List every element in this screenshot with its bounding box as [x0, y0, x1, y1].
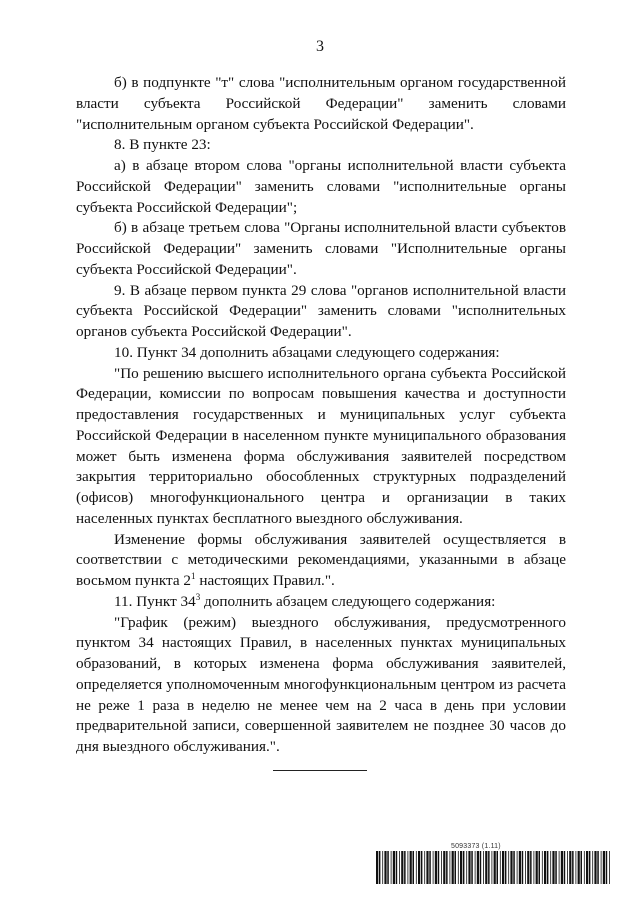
barcode-bar — [376, 851, 378, 884]
barcode-bar — [603, 851, 605, 884]
barcode-bar — [438, 851, 440, 884]
paragraph-text: настоящих Правил.". — [195, 572, 335, 589]
barcode-bar — [483, 851, 484, 884]
barcode-bar — [450, 851, 451, 884]
barcode-bar — [550, 851, 551, 884]
barcode-bar — [567, 851, 568, 884]
barcode-bar — [471, 851, 473, 884]
barcode-bar — [530, 851, 532, 884]
barcode-bar — [387, 851, 389, 884]
barcode-bar — [446, 851, 448, 884]
barcode-bar — [435, 851, 437, 884]
barcode-bar — [443, 851, 445, 884]
paragraph-item-11 — [76, 592, 566, 613]
barcode-bar — [401, 851, 403, 884]
barcode-bar — [475, 851, 476, 884]
barcode-bar — [561, 851, 563, 884]
barcode-bar — [517, 851, 518, 884]
barcode-bar — [413, 851, 415, 884]
barcode-bar — [418, 851, 420, 884]
barcode-bar — [468, 851, 470, 884]
barcode-bar — [572, 851, 574, 884]
barcode-bar — [488, 851, 490, 884]
barcode-bar — [576, 851, 577, 884]
barcode-bar — [569, 851, 571, 884]
paragraph-item-10: 10. Пункт 34 дополнить абзацами следующего содержания: — [114, 343, 500, 361]
paragraph-item-8: 8. В пункте 23: — [114, 136, 211, 154]
paragraph-item-10-quote: "По решению высшего исполнительного органа субъекта Российской Федерации, комиссии по вопросам повышения качества и доступности предоставления государственных и муниципальных услуг субъекта Российской Федерации в населенном пункте муниципального образования может быть изменена форма обслуживания заявителей посредством закрытия территориально обособленных структурных подразделений (офисов) многофункционального центра и организации в таких населенных пунктах бесплатного выездного обслуживания. — [76, 364, 566, 527]
document-body — [76, 73, 566, 758]
barcode-bar — [424, 851, 425, 884]
barcode-bar — [384, 851, 386, 884]
barcode-bar — [426, 851, 428, 884]
barcode-bar — [421, 851, 423, 884]
barcode-bar — [416, 851, 417, 884]
barcode-bar — [460, 851, 462, 884]
barcode-bar — [510, 851, 512, 884]
barcode-bar — [539, 851, 541, 884]
barcode-bar — [589, 851, 591, 884]
barcode-bar — [382, 851, 383, 884]
barcode-bar — [441, 851, 442, 884]
barcode-bar — [609, 851, 610, 884]
barcode-bar — [534, 851, 535, 884]
paragraph-text: 11. Пункт 34 — [114, 592, 196, 610]
barcode-bar — [379, 851, 381, 884]
barcode — [376, 851, 610, 884]
barcode-bar — [404, 851, 406, 884]
barcode-bar — [606, 851, 608, 884]
barcode-bar — [522, 851, 524, 884]
barcode-bar — [497, 851, 499, 884]
barcode-bar — [502, 851, 504, 884]
barcode-bar — [399, 851, 400, 884]
paragraph-item-9: 9. В абзаце первом пункта 29 слова "органов исполнительной власти субъекта Российской Федерации" заменить словами "исполнительных органов субъекта Российской Федерации". — [76, 281, 566, 340]
barcode-bar — [429, 851, 431, 884]
barcode-bar — [433, 851, 434, 884]
paragraph-item-10-second — [76, 530, 566, 592]
barcode-bar — [408, 851, 409, 884]
barcode-bar — [391, 851, 392, 884]
barcode-bar — [581, 851, 583, 884]
barcode-bar — [458, 851, 459, 884]
barcode-bar — [452, 851, 454, 884]
barcode-bar — [597, 851, 599, 884]
barcode-bar — [547, 851, 549, 884]
barcode-bar — [500, 851, 501, 884]
paragraph-item-11-quote: "График (режим) выездного обслуживания, предусмотренного пунктом 34 настоящих Правил, в населенных пунктах муниципальных образований, в которых изменена форма обслуживания заявителей, определяется уполномоченным многофункциональным центром из расчета не реже 1 раза в неделю не менее чем на 2 часа в день при условии предварительной записи, совершенной заявителем не позднее 30 часов до дня выездного обслуживания.". — [76, 613, 566, 755]
paragraph-text: Изменение формы обслуживания заявителей осуществляется в соответствии с методическими рекомендациями, указанными в абзаце восьмом пункта 2 — [76, 530, 566, 589]
barcode-bar — [494, 851, 496, 884]
barcode-bar — [410, 851, 412, 884]
paragraph-item-8-a: а) в абзаце втором слова "органы исполнительной власти субъекта Российской Федерации" заменить словами "исполнительные органы субъекта Российской Федерации"; — [76, 157, 566, 216]
paragraph-text: дополнить абзацем следующего содержания: — [200, 592, 496, 610]
barcode-bar — [455, 851, 457, 884]
barcode-bar — [393, 851, 395, 884]
superscript: 3 — [195, 591, 201, 602]
footnote-divider — [273, 770, 367, 771]
barcode-bar — [578, 851, 580, 884]
barcode-bar — [477, 851, 479, 884]
barcode-bar — [552, 851, 554, 884]
barcode-bar — [592, 851, 593, 884]
barcode-bar — [527, 851, 529, 884]
barcode-bar — [584, 851, 585, 884]
page-number: 3 — [316, 38, 324, 55]
barcode-bar — [555, 851, 557, 884]
barcode-bar — [559, 851, 560, 884]
paragraph-subitem-t: б) в подпункте "т" слова "исполнительным органом государственной власти субъекта Российской Федерации" заменить словами "исполнительным органом субъекта Российской Федерации". — [76, 74, 566, 133]
barcode-bar — [519, 851, 521, 884]
barcode-bar — [466, 851, 467, 884]
barcode-bar — [564, 851, 566, 884]
barcode-bar — [536, 851, 538, 884]
document-code: 5093373 (1.11) — [451, 843, 501, 850]
barcode-bar — [492, 851, 493, 884]
paragraph-item-8-b: б) в абзаце третьем слова "Органы исполнительной власти субъектов Российской Федерации" заменить словами "Исполнительные органы субъекта Российской Федерации". — [76, 219, 566, 278]
barcode-bar — [480, 851, 482, 884]
barcode-bar — [463, 851, 465, 884]
barcode-bar — [485, 851, 487, 884]
barcode-bar — [525, 851, 526, 884]
barcode-bar — [505, 851, 507, 884]
barcode-bar — [508, 851, 509, 884]
barcode-bar — [594, 851, 596, 884]
superscript: 1 — [191, 570, 196, 581]
barcode-bar — [396, 851, 398, 884]
barcode-bar — [542, 851, 543, 884]
barcode-bar — [586, 851, 588, 884]
barcode-bar — [601, 851, 602, 884]
barcode-bar — [544, 851, 546, 884]
barcode-bar — [513, 851, 515, 884]
